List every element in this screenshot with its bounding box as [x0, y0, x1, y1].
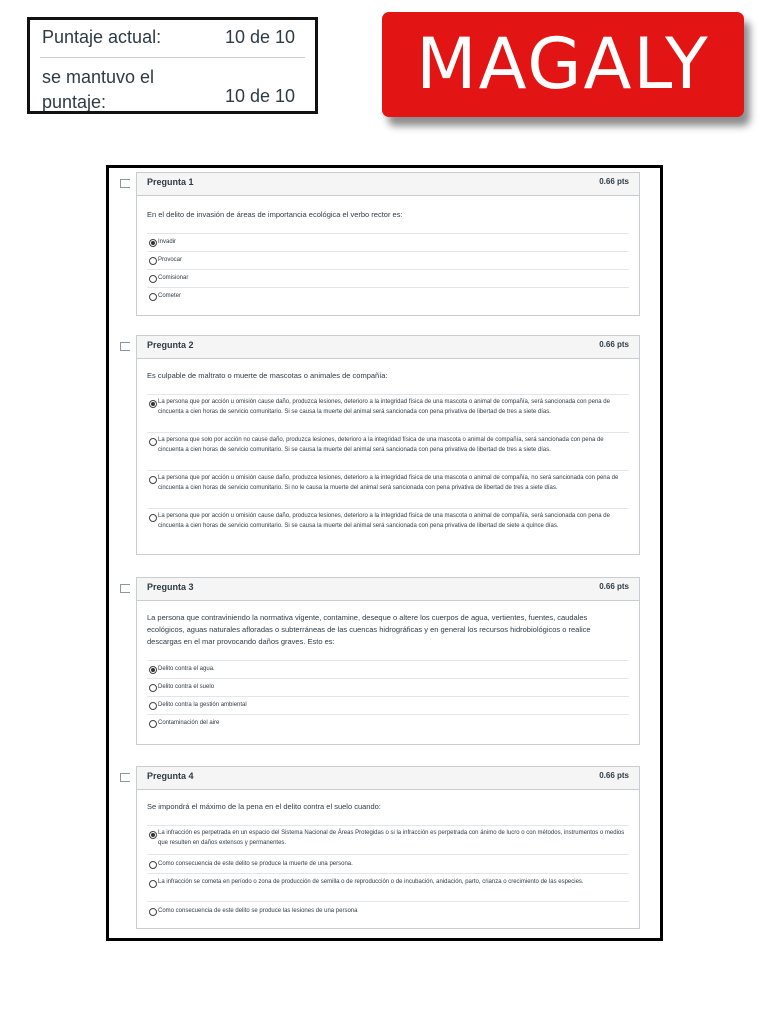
- answer-option[interactable]: [147, 508, 629, 547]
- radio-unselected[interactable]: [149, 684, 157, 692]
- answer-label: Delito contra la gestión ambiental: [158, 702, 247, 708]
- question-points: 0.66 pts: [599, 771, 629, 780]
- radio-unselected[interactable]: [149, 275, 157, 283]
- answer-option[interactable]: [147, 287, 629, 306]
- score-box: [27, 17, 318, 114]
- flag-icon[interactable]: [120, 584, 130, 593]
- answer-label: Delito contra el agua.: [158, 666, 215, 672]
- radio-unselected[interactable]: [149, 702, 157, 710]
- answer-label: Contaminación del aire: [158, 720, 220, 726]
- answer-label: La infracción es perpetrada en un espacio del Sistema Nacional de Áreas Protegidas o si la infracción es perpetrada con ánimo de lucro o con métodos, instrumentos o medios que resulten en daños extensos y permanentes.: [158, 830, 625, 846]
- answer-option[interactable]: [147, 901, 629, 921]
- question-title: Pregunta 1: [147, 177, 194, 187]
- kept-score-row: [40, 65, 305, 111]
- question-title: Pregunta 2: [147, 340, 194, 350]
- answer-label: Invadir: [158, 239, 177, 245]
- name-logo: [382, 12, 744, 117]
- kept-score-label: se mantuvo el puntaje:: [42, 67, 155, 111]
- question-card: [136, 335, 640, 555]
- question-header: [137, 767, 639, 790]
- answer-label: La persona que por acción u omisión cause daño, produzca lesiones, deterioro a la integridad física de una mascota o animal de compañía, no será sancionada con pena de cincuenta a cien horas de servicio comunitario. Si no le causa la muerte del animal será sancionada con pena privativa de libertad de tres a siete días.: [158, 475, 619, 491]
- question-card: [136, 766, 640, 929]
- answer-label: La persona que por acción u omisión cause daño, produzca lesiones, deterioro a la integridad física de una mascota o animal de compañía, será sancionada con pena de cincuenta a cien horas de servicio comunitario. Si se causa la muerte del animal será sancionada con pena privativa de libertad de siete a quince días.: [158, 513, 610, 529]
- radio-unselected[interactable]: [149, 476, 157, 484]
- answer-label: Cometer: [158, 293, 182, 299]
- question-points: 0.66 pts: [599, 177, 629, 186]
- question-card: [136, 577, 640, 745]
- answer-label: Delito contra el suelo: [158, 684, 215, 690]
- answer-option[interactable]: [147, 251, 629, 270]
- question-card: [136, 172, 640, 316]
- answer-option[interactable]: [147, 660, 629, 679]
- answer-label: La persona que solo por acción no cause daño, produzca lesiones, deterioro a la integridad física de una mascota o animal de compañía, será sancionada con pena de cincuenta a cien horas de servicio comunitario. Si se causa la muerte del animal será sancionada con pena privativa de libertad de tres a siete días.: [158, 437, 604, 453]
- flag-icon[interactable]: [120, 179, 130, 188]
- radio-unselected[interactable]: [149, 438, 157, 446]
- radio-selected[interactable]: [149, 666, 157, 674]
- answer-option[interactable]: [147, 678, 629, 697]
- flag-icon[interactable]: [120, 342, 130, 351]
- current-score-label: Puntaje actual:: [42, 27, 162, 47]
- question-text: Es culpable de maltrato o muerte de mascotas o animales de compañía:: [147, 371, 388, 380]
- answer-option[interactable]: [147, 470, 629, 509]
- radio-selected[interactable]: [149, 831, 157, 839]
- answer-label: Provocar: [158, 257, 183, 263]
- radio-unselected[interactable]: [149, 720, 157, 728]
- question-text: En el delito de invasión de áreas de importancia ecológica el verbo rector es:: [147, 210, 403, 219]
- answer-option[interactable]: [147, 696, 629, 715]
- current-score-row: [40, 25, 305, 58]
- answer-label: La persona que por acción u omisión cause daño, produzca lesiones, deterioro a la integridad física de una mascota o animal de compañía, será sancionada con pena de cincuenta a cien horas de servicio comunitario. Si se causa la muerte del animal será sancionada con pena privativa de libertad de tres a siete días.: [158, 399, 610, 415]
- radio-selected[interactable]: [149, 400, 157, 408]
- answer-option[interactable]: [147, 873, 629, 902]
- radio-unselected[interactable]: [149, 880, 157, 888]
- answer-option[interactable]: [147, 825, 629, 855]
- answer-label: Como consecuencia de este delito se produce las lesiones de una persona: [158, 908, 358, 914]
- kept-score-value: 10 de 10: [225, 86, 296, 106]
- answer-option[interactable]: [147, 432, 629, 471]
- question-text: Se impondrá el máximo de la pena en el delito contra el suelo cuando:: [147, 802, 381, 811]
- answer-option[interactable]: [147, 714, 629, 733]
- question-text: La persona que contraviniendo la normativa vigente, contamine, deseque o altere los cuerpos de agua, vertientes, fuentes, caudales ecológicos, aguas naturales afloradas o subterráneas de las cuencas hidrográficas y en general los recursos hidrobiológicos o realice descargas en el mar provocando daños graves. Esto es:: [147, 613, 591, 646]
- radio-unselected[interactable]: [149, 257, 157, 265]
- current-score-value: 10 de 10: [225, 27, 296, 47]
- question-header: [137, 578, 639, 601]
- question-points: 0.66 pts: [599, 582, 629, 591]
- answer-label: La infracción se cometa en período o zona de producción de semilla o de reproducción o de incubación, anidación, parto, crianza o crecimiento de las especies.: [158, 879, 584, 885]
- radio-unselected[interactable]: [149, 861, 157, 869]
- radio-unselected[interactable]: [149, 293, 157, 301]
- radio-unselected[interactable]: [149, 908, 157, 916]
- answer-option[interactable]: [147, 854, 629, 874]
- logo-text: MAGALY: [416, 23, 710, 105]
- quiz-screenshot: [106, 165, 663, 941]
- answer-option[interactable]: [147, 394, 629, 433]
- question-header: [137, 173, 639, 196]
- radio-unselected[interactable]: [149, 514, 157, 522]
- question-points: 0.66 pts: [599, 340, 629, 349]
- answer-option[interactable]: [147, 269, 629, 288]
- question-header: [137, 336, 639, 359]
- flag-icon[interactable]: [120, 773, 130, 782]
- answer-label: Como consecuencia de este delito se produce la muerte de una persona.: [158, 861, 353, 867]
- question-title: Pregunta 4: [147, 771, 194, 781]
- radio-selected[interactable]: [149, 239, 157, 247]
- answer-label: Comisionar: [158, 275, 189, 281]
- answer-option[interactable]: [147, 233, 629, 252]
- question-title: Pregunta 3: [147, 582, 194, 592]
